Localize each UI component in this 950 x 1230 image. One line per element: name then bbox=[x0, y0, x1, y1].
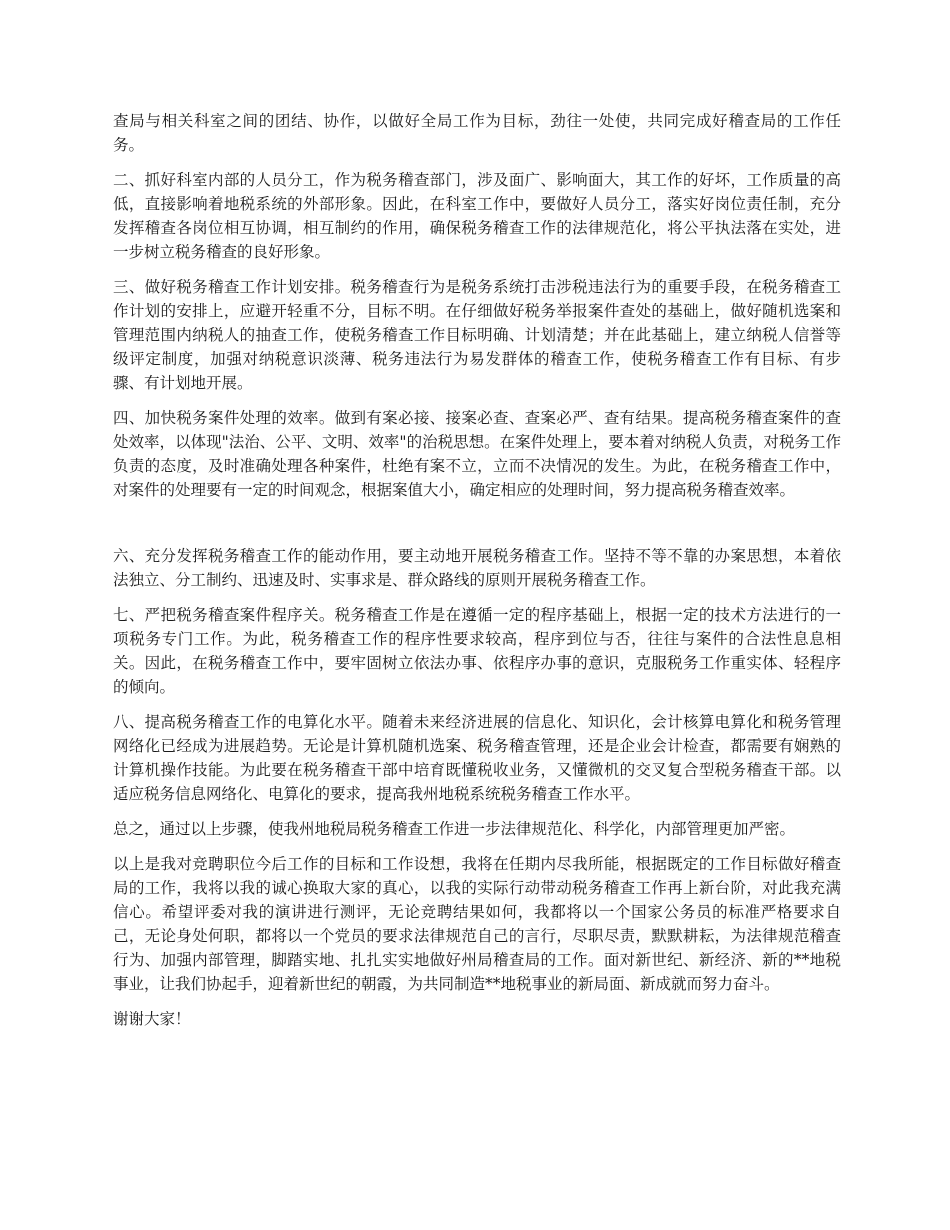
paragraph-summary: 总之，通过以上步骤，使我州地税局税务稽查工作进一步法律规范化、科学化，内部管理更加严密。 bbox=[113, 820, 796, 838]
document-body bbox=[113, 109, 841, 1042]
paragraph-section-2: 二、抓好科室内部的人员分工，作为税务稽查部门，涉及面广、影响面大，其工作的好坏，工作质量的高低，直接影响着地税系统的外部形象。因此，在科室工作中，要做好人员分工，落实好岗位责任制，充分发挥稽查各岗位相互协调，相互制约的作用，确保税务稽查工作的法律规范化，将公平执法落在实处，进一步树立税务稽查的良好形象。 bbox=[113, 171, 841, 261]
paragraph-section-8: 八、提高税务稽查工作的电算化水平。随着未来经济进展的信息化、知识化，会计核算电算化和税务管理网络化已经成为进展趋势。无论是计算机随机选案、税务稽查管理，还是企业会计检查，都需要有娴熟的计算机操作技能。为此要在税务稽查干部中培育既懂税收业务，又懂微机的交叉复合型税务稽查干部。以适应税务信息网络化、电算化的要求，提高我州地税系统税务稽查工作水平。 bbox=[113, 713, 841, 803]
paragraph-thanks: 谢谢大家！ bbox=[113, 1010, 191, 1028]
blank-gap bbox=[113, 513, 841, 544]
paragraph-closing: 以上是我对竞聘职位今后工作的目标和工作设想，我将在任期内尽我所能，根据既定的工作目标做好稽查局的工作，我将以我的诚心换取大家的真心，以我的实际行动带动税务稽查工作再上新台阶，对此我充满信心。希望评委对我的演讲进行测评，无论竞聘结果如何，我都将以一个国家公务员的标准严格要求自己，无论身处何职，都将以一个党员的要求法律规范自己的言行，尽职尽责，默默耕耘，为法律规范稽查行为、加强内部管理，脚踏实地、扎扎实实地做好州局稽查局的工作。面对新世纪、新经济、新的**地税事业，让我们协起手，迎着新世纪的朝霞，为共同制造**地税事业的新局面、新成就而努力奋斗。 bbox=[113, 855, 841, 993]
paragraph-intro: 查局与相关科室之间的团结、协作，以做好全局工作为目标，劲往一处使，共同完成好稽查局的工作任务。 bbox=[113, 112, 841, 154]
paragraph-section-7: 七、严把税务稽查案件程序关。税务稽查工作是在遵循一定的程序基础上，根据一定的技术方法进行的一项税务专门工作。为此，税务稽查工作的程序性要求较高，程序到位与否，往往与案件的合法性息息相关。因此，在税务稽查工作中，要牢固树立依法办事、依程序办事的意识，克服税务工作重实体、轻程序的倾向。 bbox=[113, 606, 841, 696]
paragraph-section-3: 三、做好税务稽查工作计划安排。税务稽查行为是税务系统打击涉税违法行为的重要手段，在税务稽查工作计划的安排上，应避开轻重不分，目标不明。在仔细做好税务举报案件查处的基础上，做好随机选案和管理范围内纳税人的抽查工作，使税务稽查工作目标明确、计划清楚；并在此基础上，建立纳税人信誉等级评定制度，加强对纳税意识淡薄、税务违法行为易发群体的稽查工作，使税务稽查工作有目标、有步骤、有计划地开展。 bbox=[113, 278, 841, 392]
paragraph-section-4: 四、加快税务案件处理的效率。做到有案必接、接案必查、查案必严、查有结果。提高税务稽查案件的查处效率，以体现"法治、公平、文明、效率"的治税思想。在案件处理上，要本着对纳税人负责，对税务工作负责的态度，及时准确处理各种案件，杜绝有案不立，立而不决情况的发生。为此，在税务稽查工作中，对案件的处理要有一定的时间观念，根据案值大小，确定相应的处理时间，努力提高税务稽查效率。 bbox=[113, 409, 841, 499]
paragraph-section-6: 六、充分发挥税务稽查工作的能动作用，要主动地开展税务稽查工作。坚持不等不靠的办案思想，本着依法独立、分工制约、迅速及时、实事求是、群众路线的原则开展税务稽查工作。 bbox=[113, 547, 841, 589]
